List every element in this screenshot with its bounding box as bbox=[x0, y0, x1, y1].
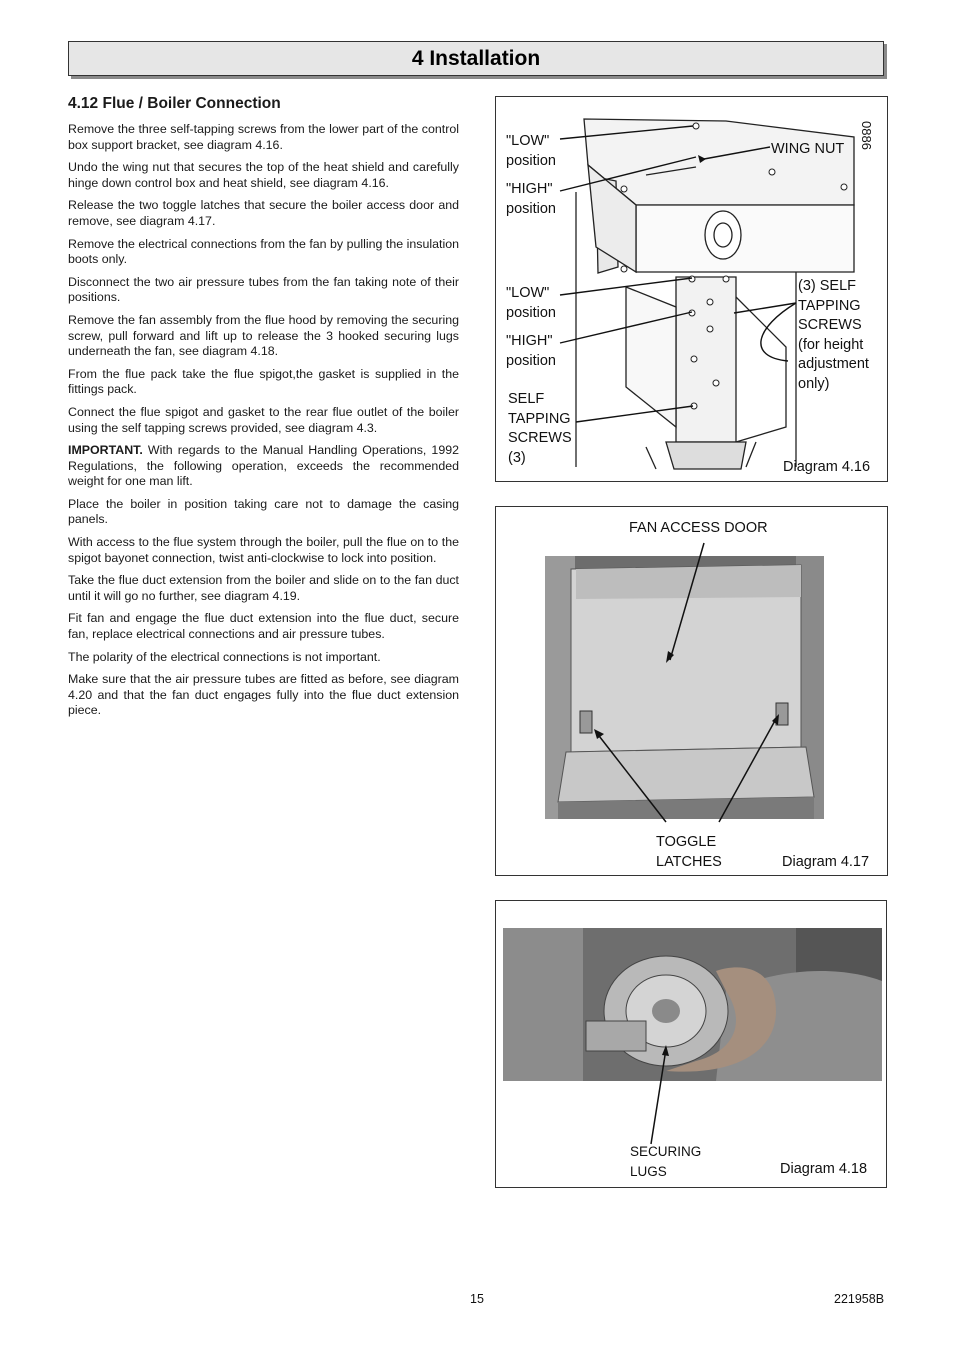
paragraph: Remove the fan assembly from the flue hood by removing the securing screw, pull forward and lift up to release the 3 hooked securing lugs underneath the fan, see diagram 4.18. bbox=[68, 312, 459, 359]
paragraph: Release the two toggle latches that secure the boiler access door and remove, see diagram 4.17. bbox=[68, 198, 459, 228]
paragraph: Undo the wing nut that secures the top of the heat shield and carefully hinge down control box and heat shield, see diagram 4.16. bbox=[68, 160, 459, 190]
figure-code: 0886 bbox=[859, 121, 874, 150]
paragraph: Remove the electrical connections from the fan by pulling the insulation boots only. bbox=[68, 236, 459, 267]
label-low-1: "LOW" position bbox=[506, 133, 556, 169]
label-three-self-tapping: (3) SELF TAPPING SCREWS (for height adjustment only) bbox=[798, 278, 869, 392]
section-heading: 4.12 Flue / Boiler Connection bbox=[68, 95, 281, 112]
paragraph: Place the boiler in position taking care not to damage the casing panels. bbox=[68, 496, 459, 527]
label-self-tapping: SELF TAPPING SCREWS (3) bbox=[508, 391, 572, 466]
section-header bbox=[68, 41, 884, 76]
important-paragraph bbox=[68, 443, 459, 490]
label-wing-nut: WING NUT bbox=[771, 141, 845, 157]
caption-4-17: Diagram 4.17 bbox=[782, 854, 870, 870]
paragraph: Connect the flue spigot and gasket to the rear flue outlet of the boiler using the self tapping screws provided, see diagram 4.3. bbox=[68, 404, 459, 435]
paragraph: With access to the flue system through the boiler, pull the flue on to the spigot bayonet connection, twist anti-clockwise to lock into position. bbox=[68, 535, 459, 565]
caption-4-16: Diagram 4.16 bbox=[783, 459, 871, 475]
page-title: 4 Installation bbox=[411, 47, 541, 70]
diagram-4-16 bbox=[495, 96, 888, 482]
paragraph: Fit fan and engage the flue duct extension into the flue duct, secure fan, replace electrical connections and air pressure tubes. bbox=[68, 611, 459, 642]
text-column bbox=[68, 95, 459, 726]
paragraph: From the flue pack take the flue spigot,the gasket is supplied in the fittings pack. bbox=[68, 366, 459, 397]
label-high-2: "HIGH" position bbox=[506, 333, 556, 369]
caption-4-18: Diagram 4.18 bbox=[780, 1161, 868, 1177]
important-label: IMPORTANT. bbox=[68, 443, 143, 458]
diagram-4-18 bbox=[495, 900, 887, 1188]
document-code: 221958B bbox=[834, 1292, 885, 1306]
paragraph: The polarity of the electrical connections is not important. bbox=[68, 649, 381, 664]
label-low-2: "LOW" position bbox=[506, 285, 556, 321]
label-securing-lugs: SECURING LUGS bbox=[630, 1144, 702, 1179]
label-toggle-latches: TOGGLE LATCHES bbox=[656, 834, 722, 870]
page-number: 15 bbox=[470, 1292, 484, 1306]
paragraph: Take the flue duct extension from the boiler and slide on to the fan duct until it will go no further, see diagram 4.19. bbox=[68, 573, 459, 603]
paragraph: Remove the three self-tapping screws from the lower part of the control box support bracket, see diagram 4.16. bbox=[68, 122, 459, 152]
paragraph: Disconnect the two air pressure tubes from the fan taking note of their positions. bbox=[68, 274, 459, 305]
access-door-photo bbox=[496, 507, 887, 875]
important-text: With regards to the Manual Handling Operations, 1992 Regulations, the following operation, exceeds the recommended weight for one man lift. bbox=[68, 443, 459, 489]
diagram-4-17 bbox=[495, 506, 888, 876]
paragraph: Make sure that the air pressure tubes are fitted as before, see diagram 4.20 and that the fan duct engages fully into the flue duct extension piece. bbox=[68, 672, 459, 718]
label-fan-access-door: FAN ACCESS DOOR bbox=[629, 520, 768, 536]
label-high-1: "HIGH" position bbox=[506, 181, 556, 217]
